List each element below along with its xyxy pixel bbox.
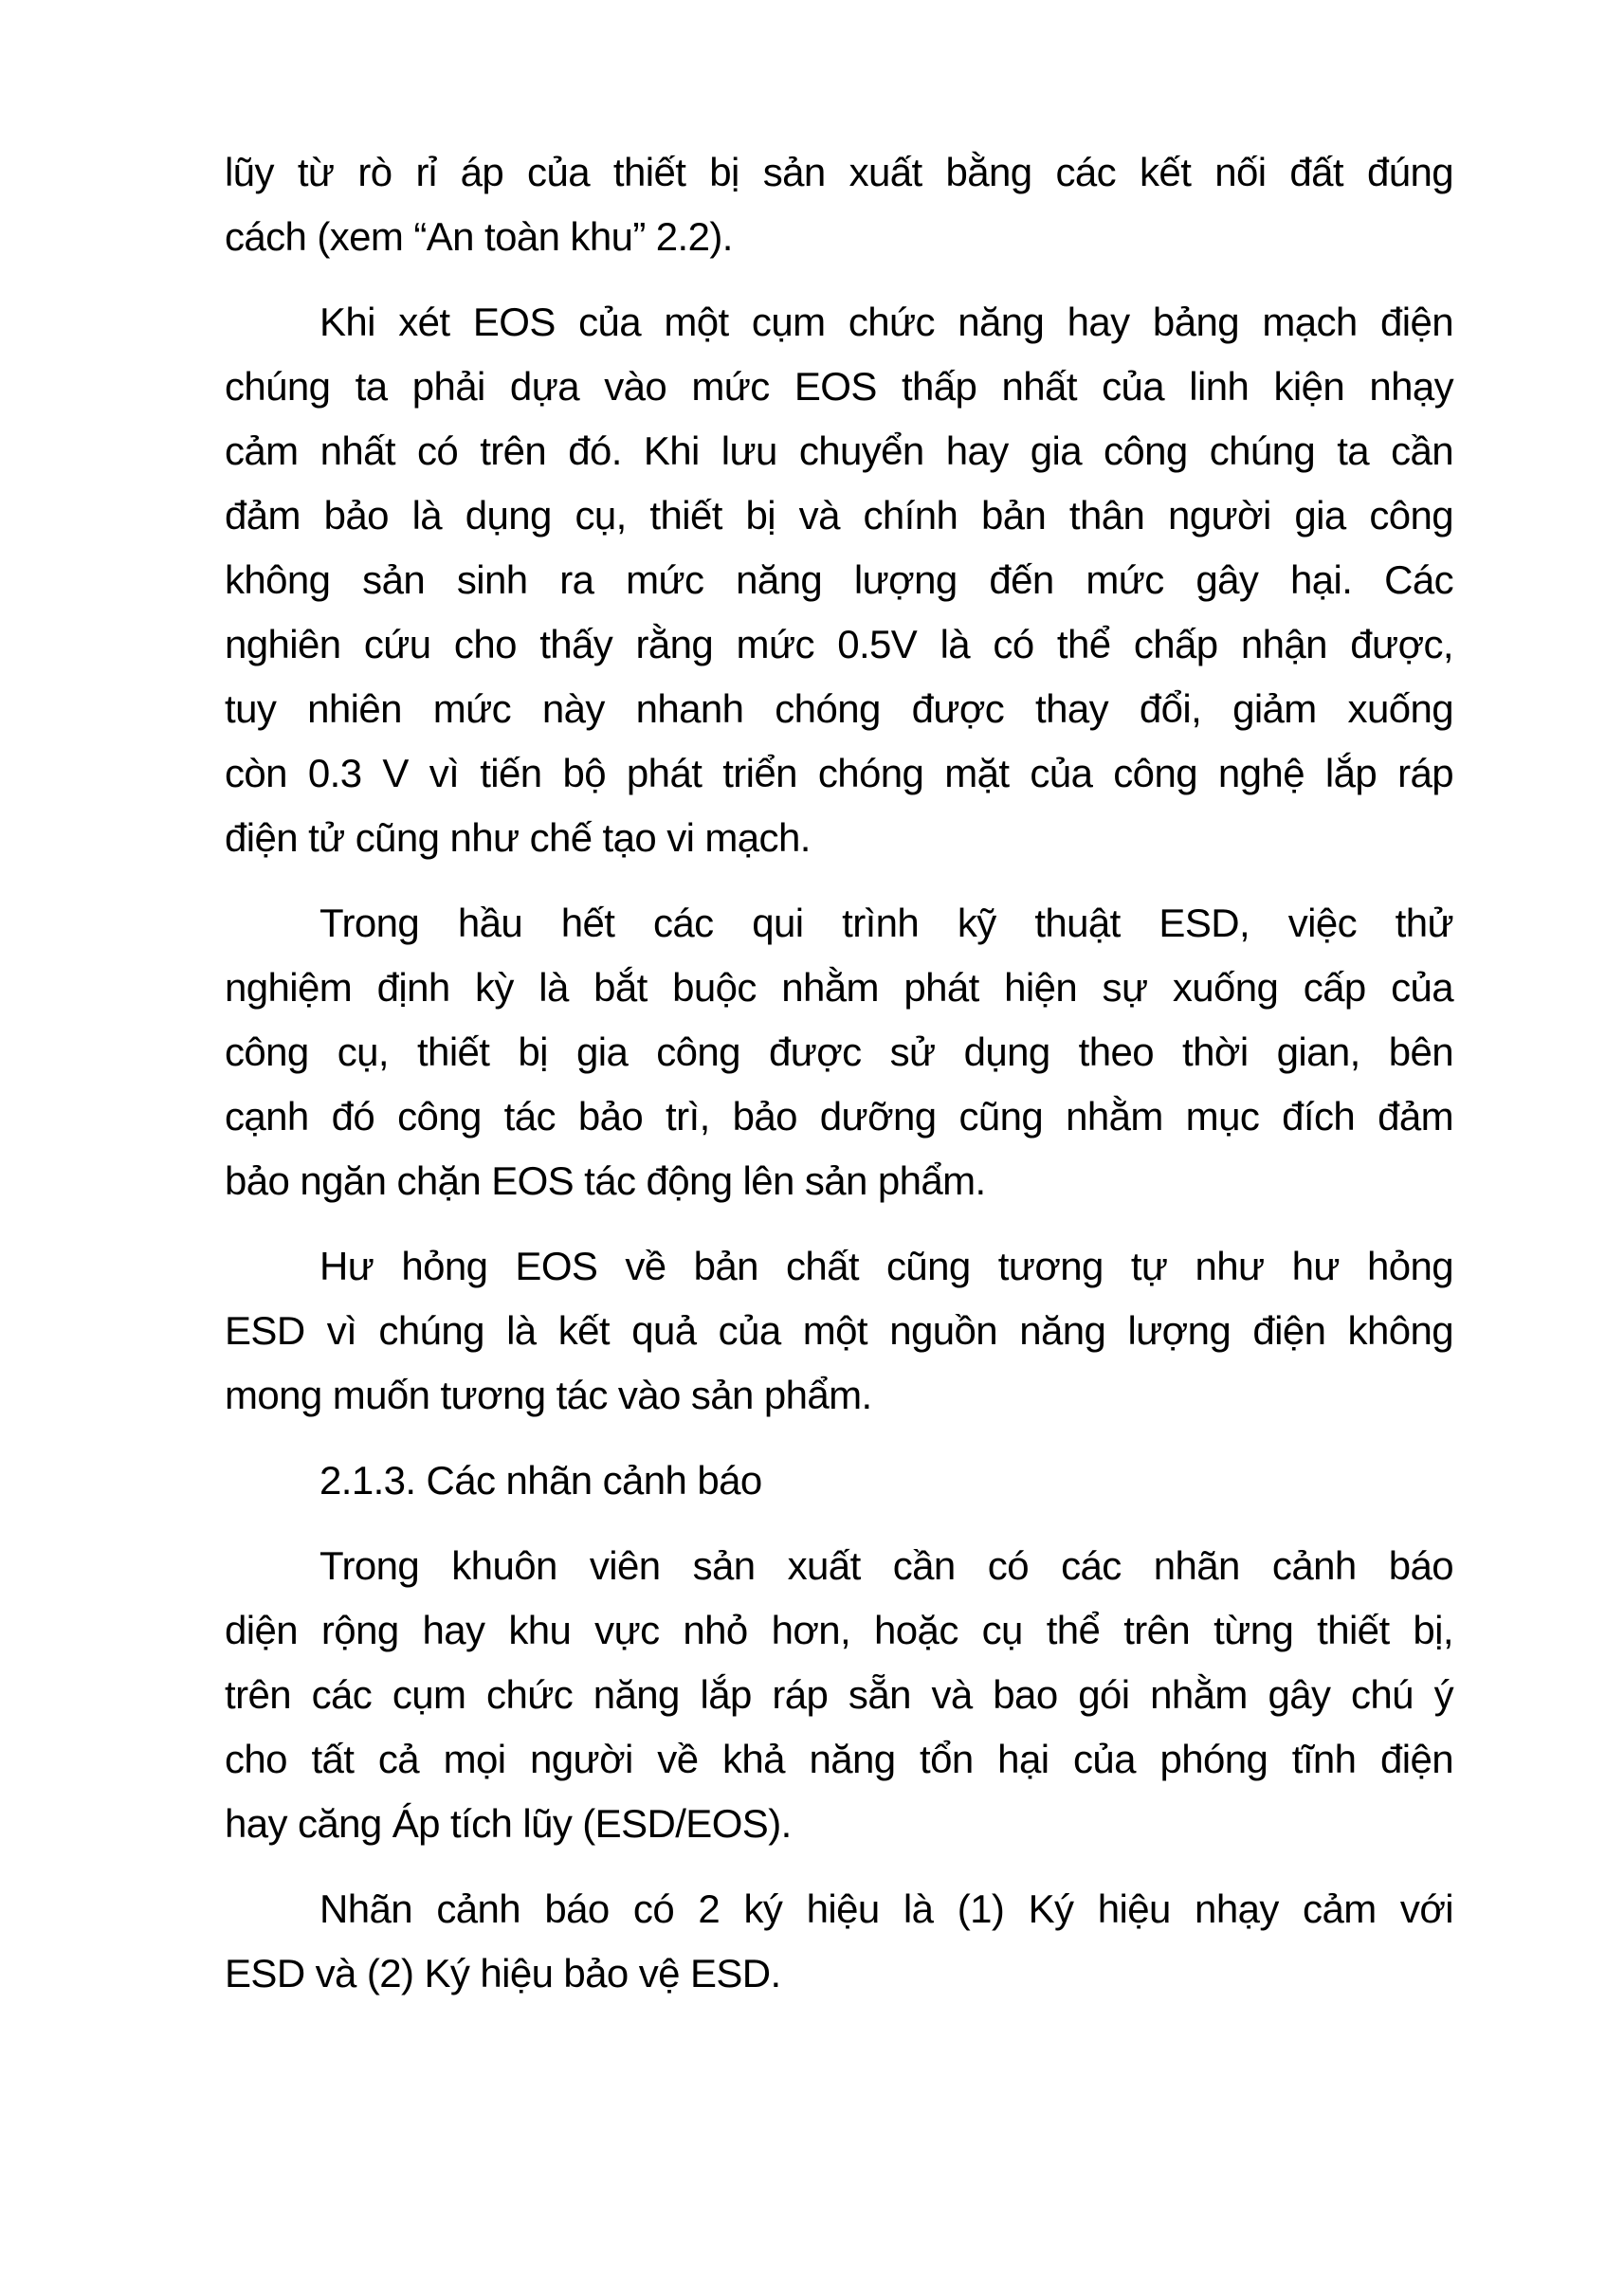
text-line: Hư hỏng EOS về bản chất cũng tương tự như hư hỏng bbox=[319, 1244, 1453, 1288]
text-line: còn 0.3 V vì tiến bộ phát triển chóng mặt của công nghệ lắp ráp bbox=[225, 751, 1453, 795]
paragraph bbox=[225, 290, 1453, 870]
text-line: không sản sinh ra mức năng lượng đến mức gây hại. Các bbox=[225, 557, 1453, 602]
text-line: điện tử cũng như chế tạo vi mạch. bbox=[225, 815, 811, 860]
text-line: bảo ngăn chặn EOS tác động lên sản phẩm. bbox=[225, 1158, 986, 1203]
text-line: tuy nhiên mức này nhanh chóng được thay đổi, giảm xuống bbox=[225, 686, 1453, 731]
text-line: lũy từ rò rỉ áp của thiết bị sản xuất bằng các kết nối đất đúng bbox=[225, 150, 1453, 194]
text-line: đảm bảo là dụng cụ, thiết bị và chính bản thân người gia công bbox=[225, 493, 1453, 538]
paragraph bbox=[225, 1534, 1453, 1856]
text-line: Trong khuôn viên sản xuất cần có các nhãn cảnh báo bbox=[319, 1543, 1453, 1588]
text-line: Trong hầu hết các qui trình kỹ thuật ESD, việc thử bbox=[319, 901, 1453, 945]
text-line: cho tất cả mọi người về khả năng tổn hại của phóng tĩnh điện bbox=[225, 1737, 1453, 1781]
text-line: công cụ, thiết bị gia công được sử dụng theo thời gian, bên bbox=[225, 1030, 1453, 1074]
text-line: nghiệm định kỳ là bắt buộc nhằm phát hiện sự xuống cấp của bbox=[225, 965, 1453, 1010]
text-line: Khi xét EOS của một cụm chức năng hay bảng mạch điện bbox=[319, 300, 1453, 344]
text-line: trên các cụm chức năng lắp ráp sẵn và bao gói nhằm gây chú ý bbox=[225, 1672, 1453, 1717]
paragraph bbox=[225, 891, 1453, 1213]
text-line: cách (xem “An toàn khu” 2.2). bbox=[225, 214, 733, 259]
text-line: hay căng Áp tích lũy (ESD/EOS). bbox=[225, 1801, 792, 1846]
text-line: diện rộng hay khu vực nhỏ hơn, hoặc cụ thể trên từng thiết bị, bbox=[225, 1608, 1453, 1652]
paragraph bbox=[225, 1234, 1453, 1428]
text-line: chúng ta phải dựa vào mức EOS thấp nhất của linh kiện nhạy bbox=[225, 364, 1453, 409]
text-line: mong muốn tương tác vào sản phẩm. bbox=[225, 1373, 872, 1417]
section-heading-text: 2.1.3. Các nhãn cảnh báo bbox=[319, 1458, 762, 1503]
text-line: Nhãn cảnh báo có 2 ký hiệu là (1) Ký hiệu nhạy cảm với bbox=[319, 1886, 1453, 1931]
text-line: ESD vì chúng là kết quả của một nguồn năng lượng điện không bbox=[225, 1308, 1453, 1353]
text-line: ESD và (2) Ký hiệu bảo vệ ESD. bbox=[225, 1951, 781, 1995]
paragraph bbox=[225, 140, 1453, 269]
paragraph bbox=[225, 1877, 1453, 2006]
text-line: cạnh đó công tác bảo trì, bảo dưỡng cũng nhằm mục đích đảm bbox=[225, 1094, 1453, 1139]
text-line: cảm nhất có trên đó. Khi lưu chuyển hay gia công chúng ta cần bbox=[225, 428, 1453, 473]
text-line: nghiên cứu cho thấy rằng mức 0.5V là có thể chấp nhận được, bbox=[225, 622, 1453, 666]
section-heading bbox=[225, 1449, 1453, 1513]
